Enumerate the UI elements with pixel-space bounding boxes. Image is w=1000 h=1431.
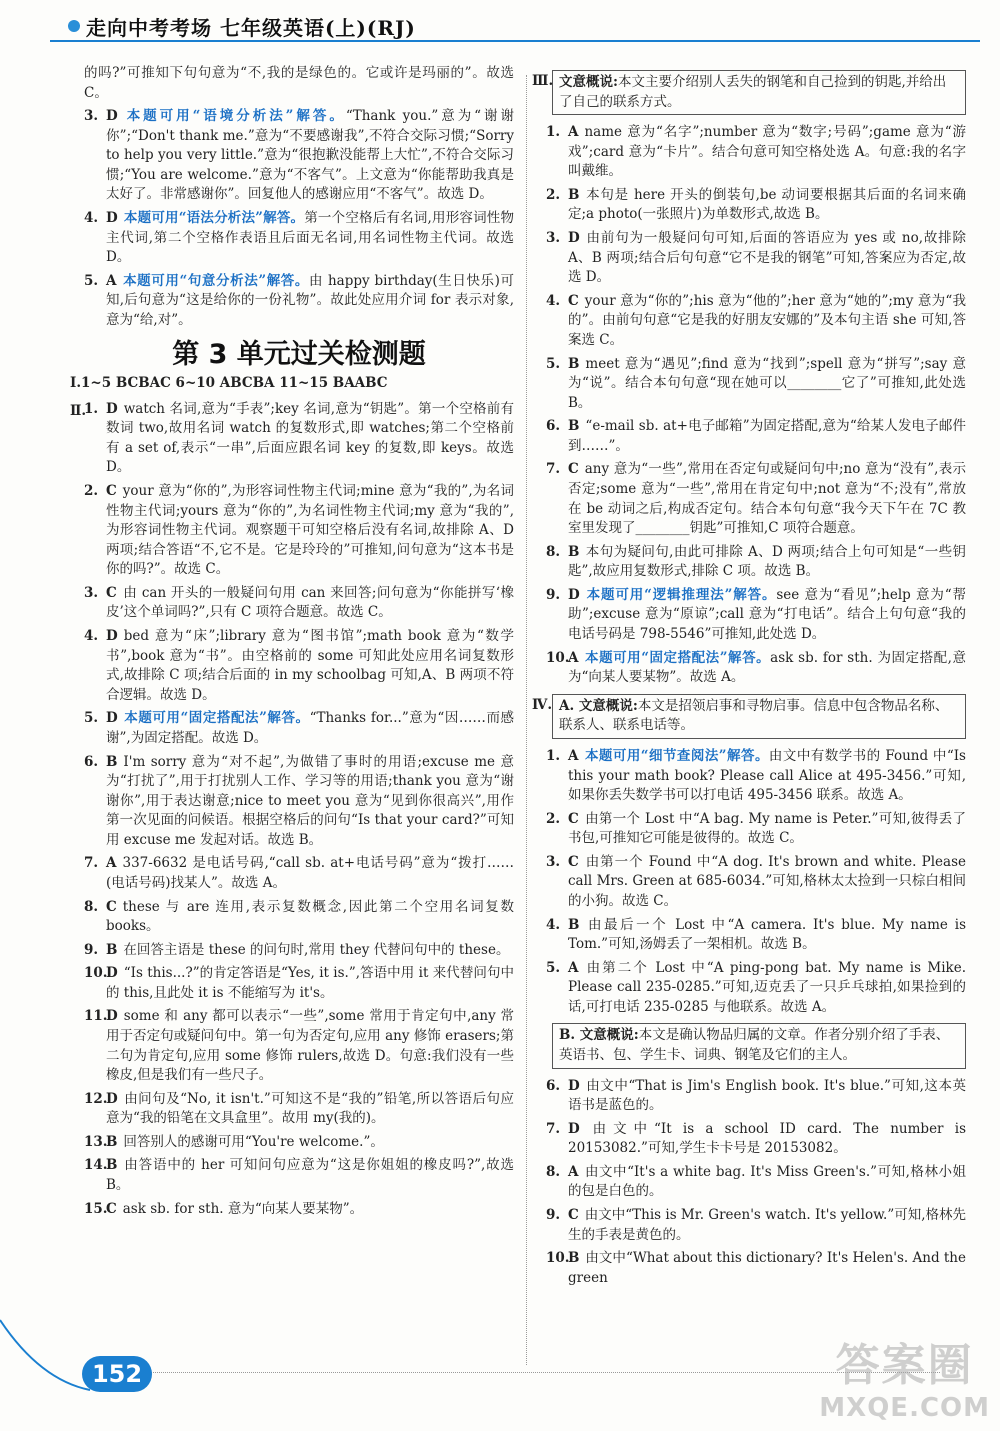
item-number: 7. xyxy=(84,855,99,872)
item-explanation: ask sb. for sth. 为固定搭配,意为“向某人要某物”。故选 A。 xyxy=(568,649,966,686)
summary-4b-text: 本文是确认物品归属的文章。作者分别介绍了手表、英语书、包、学生卡、词典、钢笔及它们的主人。 xyxy=(559,1027,950,1064)
header-rule xyxy=(50,40,980,42)
summary-3-text: 本文主要介绍别人丢失的钢笔和自己捡到的钥匙,并给出了自己的联系方式。 xyxy=(559,74,947,110)
item-answer: D xyxy=(568,230,580,247)
method-tag: 本题可用“语境分析法”解答。 xyxy=(123,108,346,125)
item-number: 6. xyxy=(546,418,561,435)
answer-item xyxy=(546,747,966,806)
answer-item xyxy=(84,964,514,1003)
item-number: 12. xyxy=(84,1090,108,1107)
item-number: 15. xyxy=(84,1200,108,1217)
answer-item xyxy=(84,107,514,205)
item-answer: B xyxy=(568,418,580,435)
section-2 xyxy=(70,400,515,1220)
summary-4a-text: 本文是招领启事和寻物启事。信息中包含物品名称、联系人、联系电话等。 xyxy=(559,697,949,734)
item-number: 7. xyxy=(546,1120,561,1137)
watermark xyxy=(819,1329,990,1423)
answer-item xyxy=(546,1120,966,1159)
item-number: 7. xyxy=(546,461,561,478)
summary-4a-label: A. 文意概说: xyxy=(559,697,638,714)
section-4 xyxy=(532,694,966,739)
answer-item xyxy=(546,229,966,288)
item-number: 1. xyxy=(546,747,561,764)
item-explanation: meet 意为“遇见”;find 意为“找到”;spell 意为“拼写”;say 意为“说”。结合本句句意“现在她可以________它了”可推知,此处选 B。 xyxy=(568,355,966,411)
item-explanation: some 和 any 都可以表示“一些”,some 常用于肯定句中,any 常用于否定句或疑问句中。第一句为否定句,应用 any 修饰 erasers;第二句为肯定句,应用 some 修饰 rulers,故选 D。句意:我们没有一些橡皮,但是我们有一些尺子。 xyxy=(106,1008,514,1084)
answer-item xyxy=(546,460,966,538)
item-number: 9. xyxy=(546,586,561,603)
item-answer: A xyxy=(568,747,579,764)
right-items-d xyxy=(546,747,966,1018)
item-answer: D xyxy=(106,965,118,982)
item-explanation: these 与 are 连用,表示复数概念,因此第二个空用名词复数 books。 xyxy=(106,898,514,935)
item-explanation: see 意为“看见”;help 意为“帮助”;excuse 意为“原谅”;call 意为“打电话”。结合上句句意“我的电话号码是 798-5546”可推知,此处选 D。 xyxy=(568,586,967,643)
watermark-line2: MXQE.COM xyxy=(819,1393,990,1423)
item-explanation: ask sb. for sth. 意为“向某人要某物”。 xyxy=(122,1200,364,1217)
answer-item xyxy=(546,1163,966,1202)
item-answer: C xyxy=(568,461,579,478)
answer-item xyxy=(84,1007,514,1085)
item-answer: B xyxy=(568,355,580,372)
item-answer: C xyxy=(106,1200,117,1217)
item-explanation: watch 名词,意为“手表”;key 名词,意为“钥匙”。第一个空格前有数词 two,故用名词 watch 的复数形式,即 watches;第二个空格前有 a set of,表示“一串”,后面应跟名词 key 的复数,即 keys。故选 D。 xyxy=(106,400,514,476)
item-explanation: your 意为“你的”;his 意为“他的”;her 意为“她的”;my 意为“我的”。由前句句意“它是我的好朋友安娜的”及本句主语 she 可知,答案选 C。 xyxy=(568,292,966,348)
item-answer: D xyxy=(568,1077,580,1094)
answer-item xyxy=(546,1077,966,1116)
summary-4a-box xyxy=(552,694,966,739)
item-explanation: 337-6632 是电话号码,“call sb. at+电话号码”意为“拨打……(电话号码)找某人”。故选 A。 xyxy=(106,855,514,891)
answer-item xyxy=(546,543,966,582)
item-number: 10. xyxy=(84,965,108,982)
answer-item xyxy=(546,586,966,645)
summary-4b-box xyxy=(552,1023,966,1068)
item-explanation: 由第一个 Found 中“A dog. It's brown and white. Please call Mrs. Green at 685-6034.”可知,格林太太捡到一只棕白相间的小狗。故选 C。 xyxy=(568,853,966,909)
item-number: 5. xyxy=(546,355,561,372)
item-number: 3. xyxy=(84,584,99,601)
item-answer: D xyxy=(106,400,118,417)
item-answer: C xyxy=(568,292,579,309)
item-answer: C xyxy=(106,584,117,601)
method-tag: 本题可用“语法分析法”解答。 xyxy=(123,210,305,227)
section-2-label: Ⅱ. xyxy=(70,402,87,419)
item-number: 8. xyxy=(546,543,561,560)
answer-item xyxy=(84,209,514,268)
method-tag: 本题可用“固定搭配法”解答。 xyxy=(584,649,771,666)
item-number: 4. xyxy=(546,916,561,933)
item-explanation: 由 can 开头的一般疑问句用 can 来回答;问句意为“你能拼写‘橡皮’这个单词吗?”,只有 C 项符合题意。故选 C。 xyxy=(106,584,514,621)
item-number: 6. xyxy=(84,753,99,770)
unit-title: 第 3 单元过关检测题 xyxy=(172,338,426,370)
item-explanation: 由文中“It's a white bag. It's Miss Green's.”可知,格林小姐的包是白色的。 xyxy=(568,1163,966,1200)
item-answer: A xyxy=(106,855,117,872)
item-answer: D xyxy=(106,628,118,645)
answer-item xyxy=(546,1206,966,1245)
item-answer: A xyxy=(106,272,117,289)
answer-item xyxy=(84,854,514,893)
item-answer: C xyxy=(106,898,117,915)
method-tag: 本题可用“逻辑推理法”解答。 xyxy=(585,586,777,603)
item-number: 4. xyxy=(84,628,99,645)
item-answer: D xyxy=(106,108,118,125)
item-number: 2. xyxy=(546,186,561,203)
item-explanation: I'm sorry 意为“对不起”,为做错了事时的用语;excuse me 意为“打扰了”,用于打扰别人工作、学习等的用语;thank you 意为“谢谢你”,用于表达谢意;nice to meet you 意为“见到你很高兴”,用作第一次见面的问候语。根据空格后的问句“Is that your card?”可知用 excuse me 发起对话。故选 B。 xyxy=(106,753,514,848)
section-4b xyxy=(546,1023,966,1068)
item-explanation: 由第二个 Lost 中“A ping-pong bat. My name is Mike. Please call 235-0285.”可知,迈克丢了一只乒乓球拍,如果捡到的话,可打电话 235-0285 与他联系。故选 A。 xyxy=(568,959,966,1015)
item-explanation: bed 意为“床”;library 意为“图书馆”;math book 意为“数学书”,book 意为“书”。由空格前的 some 可知此处应用名词复数形式,故排除 C 项;结合后面的 in my schoolbag 可知,A、B 两项不符合逻辑。故选 D。 xyxy=(106,628,514,703)
item-answer: B xyxy=(568,186,580,203)
section-3-label: Ⅲ. xyxy=(532,73,554,89)
item-number: 3. xyxy=(546,230,561,247)
right-column xyxy=(532,64,967,1292)
item-number: 2. xyxy=(546,810,561,827)
answer-item xyxy=(546,853,966,912)
summary-3-box xyxy=(552,70,966,115)
answer-item xyxy=(84,584,514,623)
answer-item xyxy=(546,810,966,849)
item-explanation: 由文中有数学书的 Found 中“Is this your math book? Please call Alice at 495-3456.”可知,如果你丢失数学书可以打电话 495-3456 联系。故选 A。 xyxy=(568,747,966,804)
header-title: 走向中考考场 七年级英语(上)(RJ) xyxy=(86,16,416,40)
answer-item xyxy=(84,1090,514,1129)
item-answer: B xyxy=(106,1157,118,1174)
summary-4b-label: B. 文意概说: xyxy=(559,1027,639,1044)
item-explanation: “Is this...?”的肯定答语是“Yes, it is.”,答语中用 it 来代替问句中的 this,且此处 it is 不能缩写为 it's。 xyxy=(106,965,514,1001)
right-items-c xyxy=(546,123,966,688)
item-answer: B xyxy=(568,543,580,560)
answer-item xyxy=(84,941,514,961)
item-number: 5. xyxy=(84,272,99,289)
summary-3-label: 文意概说: xyxy=(559,74,618,90)
method-tag: 本题可用“句意分析法”解答。 xyxy=(122,272,309,289)
item-explanation: 由文中“It is a school ID card. The number is 20153082.”可知,学生卡卡号是 20153082。 xyxy=(568,1120,966,1157)
item-number: 9. xyxy=(546,1207,561,1224)
item-number: 5. xyxy=(84,710,99,727)
left-items-b xyxy=(84,400,514,1220)
answer-item xyxy=(84,898,514,937)
item-answer: A xyxy=(568,1163,579,1180)
answer-item xyxy=(84,482,514,580)
answer-item xyxy=(546,1249,966,1288)
item-number: 1. xyxy=(84,400,99,417)
item-number: 4. xyxy=(546,292,561,309)
item-explanation: 本句为疑问句,由此可排除 A、D 两项;结合上句可知是“一些钥匙”,故应用复数形式,排除 C 项。故选 B。 xyxy=(568,543,966,580)
item-number: 10. xyxy=(546,1250,570,1267)
item-number: 3. xyxy=(84,108,99,125)
item-explanation: 由问句及“No, it isn't.”可知这不是“我的”铅笔,所以答语后句应意为“我的铅笔在文具盒里”。故用 my(我的)。 xyxy=(106,1090,514,1127)
answer-item xyxy=(84,400,514,478)
item-answer: B xyxy=(106,1133,118,1150)
item-explanation: 第一个空格后有名词,用形容词性物主代词,第二个空格作表语且后面无名词,用名词性物主代词。故选 D。 xyxy=(106,210,515,266)
answer-item xyxy=(546,417,966,456)
answer-item xyxy=(546,649,966,688)
answer-item xyxy=(546,186,966,225)
item-number: 1. xyxy=(546,124,561,141)
answer-item xyxy=(84,1133,514,1153)
item-number: 3. xyxy=(546,853,561,870)
answer-item xyxy=(84,1200,514,1220)
header-dot-icon xyxy=(68,20,80,32)
item-answer: A xyxy=(568,649,579,666)
answer-item xyxy=(84,627,514,705)
item-answer: C xyxy=(568,810,579,827)
answer-item xyxy=(546,916,966,955)
item-answer: D xyxy=(106,1090,118,1107)
item-number: 2. xyxy=(84,482,99,499)
item-explanation: any 意为“一些”,常用在否定句或疑问句中;no 意为“没有”,表示否定;some 意为“一些”,常用在肯定句中;not 意为“不;没有”,常放在 be 动词之后,构成否定句。结合本句句意“我今天下午在 7C 教室里发现了________钥匙”可推知,C 项符合题意。 xyxy=(568,461,966,537)
item-explanation: 由文中“This is Mr. Green's watch. It's yellow.”可知,格林先生的手表是黄色的。 xyxy=(568,1207,967,1243)
answer-item xyxy=(546,355,966,414)
item-number: 9. xyxy=(84,941,99,958)
item-explanation: 由前句为一般疑问句可知,后面的答语应为 yes 或 no,故排除 A、B 两项;结合后句句意“它不是我的钢笔”可知,答案应为否定,故选 D。 xyxy=(568,230,966,286)
item-number: 5. xyxy=(546,959,561,976)
quick-answers: Ⅰ.1~5 BCBAC 6~10 ABCBA 11~15 BAABC xyxy=(70,375,388,392)
item-answer: D xyxy=(568,586,580,603)
column-divider xyxy=(526,75,528,1365)
item-explanation: 由最后一个 Lost 中“A camera. It's blue. My name is Tom.”可知,汤姆丢了一架相机。故选 B。 xyxy=(568,916,966,953)
page-header xyxy=(50,8,980,48)
item-answer: A xyxy=(568,959,579,976)
item-answer: C xyxy=(568,1207,579,1224)
item-explanation: 在回答主语是 these 的问句时,常用 they 代替问句中的 these。 xyxy=(123,941,510,958)
page-number: 152 xyxy=(82,1356,152,1392)
answer-item xyxy=(84,753,514,851)
method-tag: 本题可用“固定搭配法”解答。 xyxy=(123,710,310,727)
item-answer: C xyxy=(568,853,579,870)
item-number: 8. xyxy=(546,1163,561,1180)
left-column xyxy=(70,64,515,1227)
answer-item xyxy=(84,1156,514,1195)
item-explanation: 由文中“What about this dictionary? It's Helen's. And the green xyxy=(568,1250,966,1286)
watermark-line1: 答案圈 xyxy=(835,1340,974,1391)
item-answer: D xyxy=(106,210,118,227)
right-items-e xyxy=(546,1077,966,1289)
item-explanation: name 意为“名字”;number 意为“数字;号码”;game 意为“游戏”;card 意为“卡片”。结合句意可知空格处选 A。句意:我的名字叫戴维。 xyxy=(568,124,966,180)
item-explanation: “Thank you.”意为“谢谢你”;“Don't thank me.”意为“不要感谢我”,不符合交际习惯;“Sorry to help you very little.”意为“很抱歉没能帮上大忙”,不符合交际习惯;“You are welcome.”意为“不客气”。上文意为“你能帮助我真是太好了。非常感谢你”。回复他人的感谢应用“不客气”。故选 D。 xyxy=(106,108,515,203)
item-explanation: your 意为“你的”,为形容词性物主代词;mine 意为“我的”,为名词性物主代词;yours 意为“你的”,为名词性物主代词;my 意为“我的”,为形容词性物主代词。观察题干可知空格后没有名词,故排除 A、D 两项;结合答语“不,它不是。它是玲玲的”可推知,问句意为“这本书是你的吗?”。故选 C。 xyxy=(106,482,514,578)
item-answer: B xyxy=(106,941,118,958)
answer-item xyxy=(84,709,514,748)
answer-item xyxy=(84,272,514,331)
item-number: 8. xyxy=(84,898,99,915)
item-number: 14. xyxy=(84,1157,108,1174)
item-answer: A xyxy=(568,124,579,141)
item-answer: B xyxy=(568,1250,580,1267)
answer-item xyxy=(546,959,966,1018)
item-answer: D xyxy=(568,1120,580,1137)
answer-item xyxy=(546,292,966,351)
item-answer: D xyxy=(106,710,118,727)
item-explanation: 由第一个 Lost 中“A bag. My name is Peter.”可知,彼得丢了书包,可推知它可能是彼得的。故选 C。 xyxy=(568,810,966,847)
item-answer: B xyxy=(106,753,118,770)
item-explanation: “Thanks for...”意为“因……而感谢”,为固定搭配。故选 D。 xyxy=(106,710,515,746)
item-explanation: 由文中“That is Jim's English book. It's blue.”可知,这本英语书是蓝色的。 xyxy=(568,1077,966,1114)
section-3 xyxy=(532,70,966,115)
item-answer: D xyxy=(106,1008,118,1025)
item-number: 13. xyxy=(84,1133,108,1150)
method-tag: 本题可用“细节查阅法”解答。 xyxy=(584,747,769,764)
item-explanation: 回答别人的感谢可用“You're welcome.”。 xyxy=(123,1133,384,1150)
item-number: 6. xyxy=(546,1077,561,1094)
answer-item xyxy=(546,123,966,182)
item-explanation: 本句是 here 开头的倒装句,be 动词要根据其后面的名词来确定;a photo(一张照片)为单数形式,故选 B。 xyxy=(568,186,966,223)
item-explanation: 由答语中的 her 可知问句应意为“这是你姐姐的橡皮吗?”,故选 B。 xyxy=(106,1157,514,1194)
item-number: 4. xyxy=(84,210,99,227)
section-4-label: Ⅳ. xyxy=(532,696,553,713)
item-explanation: 由 happy birthday(生日快乐)可知,后句意为“这是给你的一份礼物”。故此处应用介词 for 表示对象,意为“给,对”。 xyxy=(106,272,515,328)
item-answer: C xyxy=(106,482,117,499)
item-number: 10. xyxy=(546,649,570,666)
item-answer: B xyxy=(568,916,580,933)
item-explanation: “e-mail sb. at+电子邮箱”为固定搭配,意为“给某人发电子邮件到……”。 xyxy=(568,418,966,454)
item-number: 11. xyxy=(84,1008,108,1025)
left-intro: 的吗?”可推知下句句意为“不,我的是绿色的。它或许是玛丽的”。故选 C。 xyxy=(84,65,514,101)
left-items-a xyxy=(84,107,514,330)
